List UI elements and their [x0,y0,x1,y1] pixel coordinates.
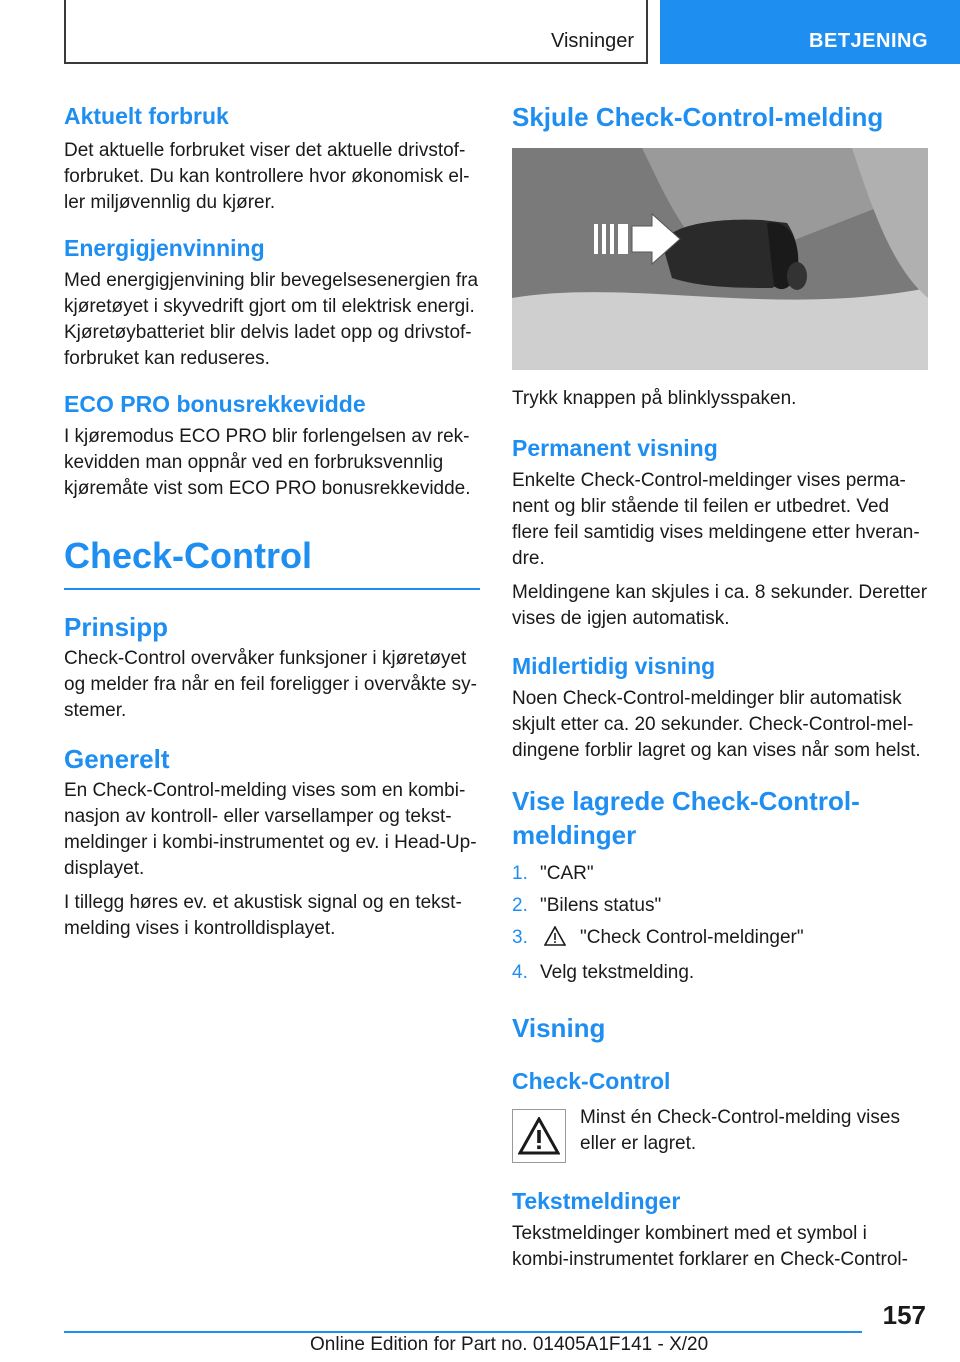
warning-triangle-icon [544,925,570,957]
heading-generelt: Generelt [64,744,170,774]
footer-divider [64,1331,862,1333]
heading-prinsipp: Prinsipp [64,612,169,642]
heading-check-control-symbol: Check-Control [512,1068,671,1094]
text-energigjenvinning: Med energigjenvining blir bevegelsesenergien fra kjøretøyet i skyvedrift gjort om til elektrisk energi. Kjøretøybatteriet blir delvis ladet opp og drivstofforbruket kan reduseres. [64,270,479,369]
text-generelt-1: En Check-Control-melding vises som en kombinasjon av kontroll- eller varsellamper og tekstmeldinger i kombi-instrumentet og ev. i Head-Up-displayet. [64,780,477,879]
text-prinsipp: Check-Control overvåker funksjoner i kjøretøyet og melder fra når en feil foreligger i overvåkte systemer. [64,648,477,721]
heading-permanent-visning: Permanent visning [512,435,718,461]
right-column [512,100,928,1273]
list-item: 3. "Check Control-meldinger" [512,922,928,957]
heading-midlertidig-visning: Midlertidig visning [512,653,716,679]
text-permanent-2: Meldingene kan skjules i ca. 8 sekunder. Deretter vises de igjen automatisk. [512,582,928,629]
list-item: 1. "CAR" [512,863,594,884]
heading-energigjenvinning: Energigjenvinning [64,235,265,261]
left-column [64,100,480,942]
text-eco-pro: I kjøremodus ECO PRO blir forlengelsen av rekkevidden man oppnår ved en forbruksvennlig kjøremåte vist som ECO PRO bonusrekkevidde. [64,426,471,499]
heading-visning: Visning [512,1013,606,1043]
chapter-title-check-control: Check-Control [64,532,480,590]
header-chapter-tab[interactable]: BETJENING [660,0,960,64]
text-generelt-2: I tillegg høres ev. et akustisk signal og en tekstmelding vises i kontrolldisplayet. [64,892,462,939]
heading-skjule: Skjule Check-Control-melding [512,102,884,132]
caption-skjule: Trykk knappen på blinklysspaken. [512,388,797,409]
list-item: 4. Velg tekstmelding. [512,962,695,983]
text-check-control-symbol: Minst én Check-Control-melding vises eller er lagret. [580,1107,900,1154]
text-permanent-1: Enkelte Check-Control-meldinger vises permanent og blir stående til feilen er utbedret. Ved flere feil samtidig vises meldingene etter hverandre. [512,470,920,569]
heading-tekstmeldinger: Tekstmeldinger [512,1188,681,1214]
text-tekstmeldinger: Tekstmeldinger kombinert med et symbol i kombi-instrumentet forklarer en Check-Control- [512,1223,908,1270]
heading-aktuelt-forbruk: Aktuelt forbruk [64,103,229,129]
warning-triangle-icon [512,1109,566,1163]
page-number: 157 [882,1300,926,1330]
check-control-symbol-row [512,1105,928,1163]
heading-eco-pro: ECO PRO bonusrekkevidde [64,391,366,417]
footer-edition: Online Edition for Part no. 01405A1F141 - X/20 [310,1334,709,1355]
text-midlertidig: Noen Check-Control-meldinger blir automatisk skjult etter ca. 20 sekunder. Check-Control-meldingene forblir lagret og kan vises når som helst. [512,688,921,761]
heading-vise-lagrede: Vise lagrede Check-Control-meldinger [512,786,860,850]
header-section-title: Visninger [550,30,634,52]
list-item: 2. "Bilens status" [512,895,662,916]
text-aktuelt-forbruk: Det aktuelle forbruket viser det aktuelle drivstofforbruket. Du kan kontrollere hvor økonomisk eller miljøvennlig du kjører. [64,140,470,213]
lever-illustration [512,148,928,370]
turn-signal-lever-photo [512,148,928,370]
steps-list [512,858,928,989]
